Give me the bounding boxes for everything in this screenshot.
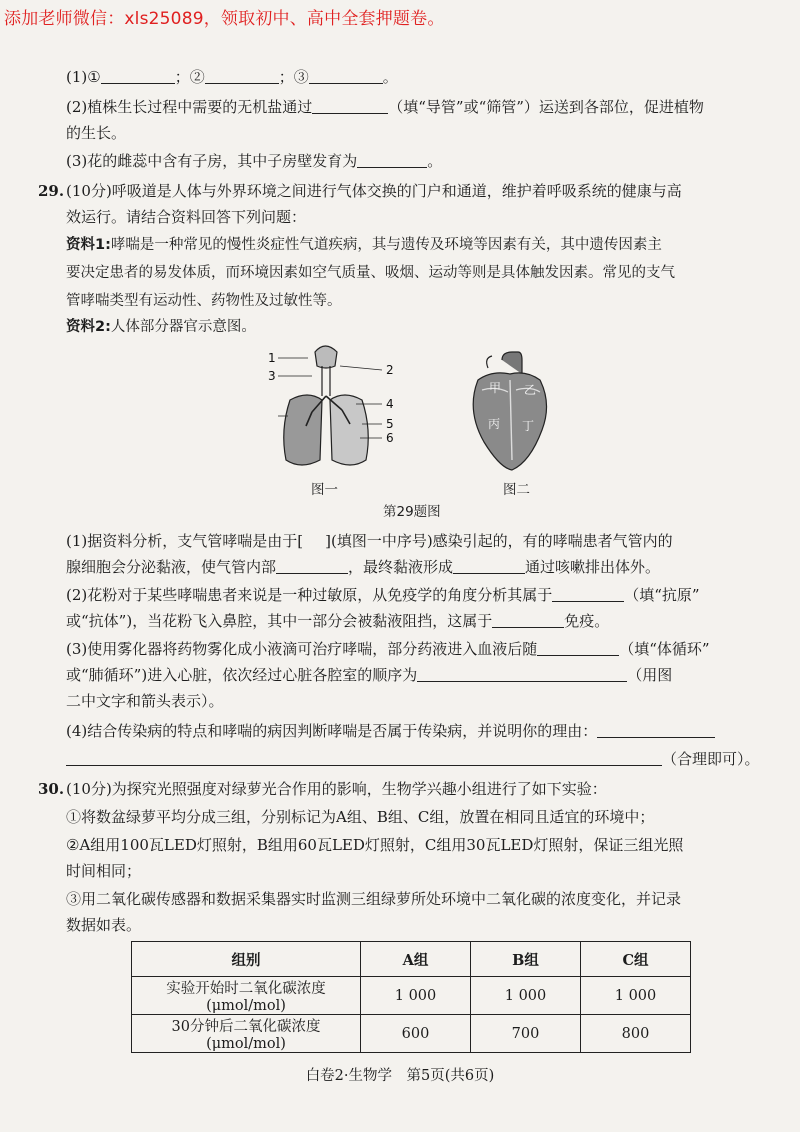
answer-blank[interactable]: [357, 151, 427, 168]
q29-material1-line1: [66, 234, 776, 256]
material2-label: 资料2:: [66, 319, 111, 335]
q29-p1-a: (1)据资料分析，支气管哮喘是由于[: [66, 532, 304, 550]
q29-p4-b: （合理即可）。: [662, 750, 760, 768]
answer-blank[interactable]: [309, 67, 383, 84]
q29-part2-line2: [66, 610, 776, 632]
q29-material1-line3: 管哮喘类型有运动性、药物性及过敏性等。: [66, 293, 342, 309]
answer-blank[interactable]: [597, 721, 715, 738]
q29-part4-line1: [66, 720, 776, 742]
answer-blank[interactable]: [312, 97, 388, 114]
vena-cava: [487, 356, 492, 368]
table-header: B组: [471, 942, 581, 977]
table-header: A组: [361, 942, 471, 977]
q29-p2-d: 免疫。: [564, 612, 610, 630]
table-cell: 600: [361, 1015, 471, 1053]
q28-s1-a: (1)①: [66, 68, 101, 86]
table-cell: 1 000: [471, 977, 581, 1015]
q28-s3-a: (3)花的雌蕊中含有子房，其中子房壁发育为: [66, 152, 358, 170]
q29-number: 29.: [38, 182, 65, 200]
nasal-cavity: [315, 346, 337, 368]
q29-p2-b: （填“抗原”: [624, 586, 700, 604]
figure1-caption: 图一: [311, 482, 338, 498]
table-header-row: [132, 942, 691, 977]
q29-p2-a: (2)花粉对于某些哮喘患者来说是一种过敏原，从免疫学的角度分析其属于: [66, 586, 553, 604]
q29-intro-1: (10分)呼吸道是人体与外界环境之间进行气体交换的门户和通道，维护着呼吸系统的健康与高: [66, 182, 682, 200]
fig1-label-2: 2: [386, 363, 394, 377]
answer-blank[interactable]: [205, 67, 279, 84]
fig2-label-bing: 丙: [488, 417, 501, 431]
material1-label: 资料1:: [66, 237, 111, 253]
figure2-caption: 图二: [503, 482, 530, 498]
answer-blank[interactable]: [453, 557, 525, 574]
q29-intro-2: 效运行。请结合资料回答下列问题：: [66, 208, 307, 226]
table-cell: 实验开始时二氧化碳浓度(μmol/mol): [132, 977, 361, 1015]
q30-number: 30.: [38, 780, 65, 798]
q28-s1-c: ；③: [278, 68, 309, 86]
q28-part3: [66, 150, 776, 172]
q29-p1-d: ，最终黏液形成: [348, 558, 454, 576]
q29-p3-d: （用图: [627, 666, 673, 684]
trachea: [322, 366, 330, 396]
answer-blank-long[interactable]: [66, 749, 662, 766]
figure2-heart: [462, 350, 562, 472]
q30-step2-b: 时间相同；: [66, 862, 142, 880]
q29-p1-c: 腺细胞会分泌黏液，使气管内部: [66, 558, 277, 576]
q29-part1-line2: [66, 556, 776, 578]
q29-p4-a: (4)结合传染病的特点和哮喘的病因判断哮喘是否属于传染病，并说明你的理由：: [66, 722, 598, 740]
q29-part3-line1: [66, 638, 776, 660]
co2-data-table: [131, 941, 691, 1053]
aorta: [502, 352, 522, 374]
q29-p2-c: 或“抗体”)，当花粉飞入鼻腔，其中一部分会被黏液阻挡，这属于: [66, 612, 493, 630]
q28-s3-end: 。: [427, 152, 443, 170]
table-cell: 1 000: [581, 977, 691, 1015]
fig1-label-3: 3: [268, 369, 276, 383]
table-row: [132, 1015, 691, 1053]
q28-s1-end: 。: [382, 68, 398, 86]
table-header: C组: [581, 942, 691, 977]
figure1-respiratory-system: [260, 340, 400, 476]
answer-blank[interactable]: [552, 585, 624, 602]
answer-blank[interactable]: [492, 611, 564, 628]
table-cell: 700: [471, 1015, 581, 1053]
fig1-label-4: 4: [386, 397, 394, 411]
material2-text: 人体部分器官示意图。: [110, 319, 256, 335]
q29-part3-line2: [66, 664, 776, 686]
q30-intro: (10分)为探究光照强度对绿萝光合作用的影响，生物学兴趣小组进行了如下实验：: [66, 780, 607, 798]
table-row: [132, 977, 691, 1015]
table-header: 组别: [132, 942, 361, 977]
fig2-label-jia: 甲: [489, 381, 502, 395]
left-lung: [284, 395, 322, 465]
q29-material2: [66, 316, 776, 338]
q30-step1: ①将数盆绿萝平均分成三组，分别标记为A组、B组、C组，放置在相同且适宜的环境中；: [66, 808, 655, 826]
q29-part3-line3: 二中文字和箭头表示）。: [66, 692, 224, 710]
q29-part2-line1: [66, 584, 776, 606]
fig2-label-ding: 丁: [522, 419, 535, 433]
q28-s1-b: ；②: [174, 68, 205, 86]
fig2-label-yi: 乙: [524, 383, 537, 397]
q29-part4-line2: [66, 748, 776, 770]
answer-blank[interactable]: [101, 67, 175, 84]
q28-part2-cont: 的生长。: [66, 124, 127, 142]
q29-part1-line1: [66, 530, 776, 552]
watermark-text: 添加老师微信：xls25089，领取初中、高中全套押题卷。: [4, 9, 445, 29]
figure-title: 第29题图: [383, 504, 441, 520]
table-cell: 30分钟后二氧化碳浓度(μmol/mol): [132, 1015, 361, 1053]
table-cell: 800: [581, 1015, 691, 1053]
material1-text-1: 哮喘是一种常见的慢性炎症性气道疾病，其与遗传及环境等因素有关，其中遗传因素主: [110, 237, 662, 253]
fig1-label-5: 5: [386, 417, 394, 431]
q29-p3-b: （填“体循环”: [619, 640, 710, 658]
q30-step2-a: ②A组用100瓦LED灯照射，B组用60瓦LED灯照射，C组用30瓦LED灯照射，保证三组光照: [66, 836, 684, 854]
q28-s2-b: （填“导管”或“筛管”）运送到各部位，促进植物: [388, 98, 704, 116]
q28-part2: [66, 96, 776, 118]
fig1-label-1: 1: [268, 351, 276, 365]
q29-p1-b: ](填图一中序号)感染引起的，有的哮喘患者气管内的: [325, 532, 673, 550]
q29-p1-e: 通过咳嗽排出体外。: [525, 558, 661, 576]
page-footer: 白卷2·生物学 第5页(共6页): [305, 1068, 495, 1084]
answer-blank[interactable]: [417, 665, 627, 682]
q29-material1-line2: 要决定患者的易发体质，而环境因素如空气质量、吸烟、运动等则是具体触发因素。常见的支气: [66, 265, 675, 281]
fig1-label-6: 6: [386, 431, 394, 445]
table-cell: 1 000: [361, 977, 471, 1015]
q30-step3-b: 数据如表。: [66, 916, 142, 934]
q29-p3-a: (3)使用雾化器将药物雾化成小液滴可治疗哮喘，部分药液进入血液后随: [66, 640, 538, 658]
q28-part1: [66, 66, 776, 88]
answer-blank[interactable]: [537, 639, 619, 656]
q29-p3-c: 或“肺循环”)进入心脏，依次经过心脏各腔室的顺序为: [66, 666, 418, 684]
q30-step3-a: ③用二氧化碳传感器和数据采集器实时监测三组绿萝所处环境中二氧化碳的浓度变化，并记录: [66, 890, 682, 908]
q28-s2-a: (2)植株生长过程中需要的无机盐通过: [66, 98, 313, 116]
answer-blank[interactable]: [276, 557, 348, 574]
